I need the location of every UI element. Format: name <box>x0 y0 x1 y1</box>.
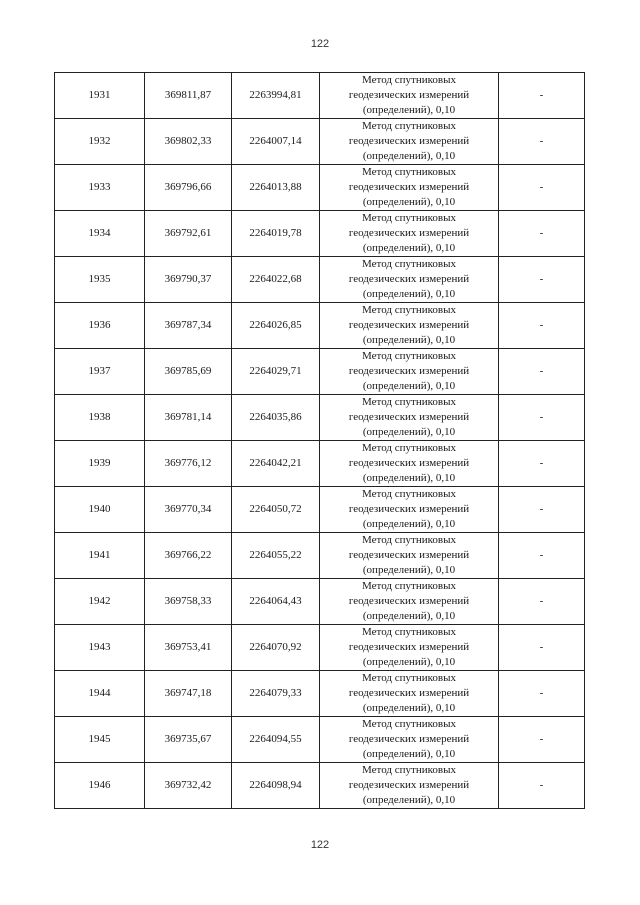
table-row <box>55 625 585 671</box>
method-text-line: Метод спутниковых <box>362 212 456 224</box>
method-text-line: (определений), 0,10 <box>362 610 456 622</box>
point-number-cell: 1939 <box>55 441 145 487</box>
method-text-line: (определений), 0,10 <box>362 472 456 484</box>
point-number-cell: 1941 <box>55 533 145 579</box>
method-cell <box>320 303 499 349</box>
method-text-line: Метод спутниковых <box>362 626 456 638</box>
note-cell: - <box>499 73 585 119</box>
y-coordinate-cell: 2264013,88 <box>232 165 320 211</box>
method-text-line: (определений), 0,10 <box>362 518 456 530</box>
x-coordinate-cell: 369787,34 <box>145 303 232 349</box>
coordinates-table <box>54 72 585 809</box>
method-text-line: Метод спутниковых <box>362 74 456 86</box>
y-coordinate-cell: 2264026,85 <box>232 303 320 349</box>
x-coordinate-cell: 369732,42 <box>145 763 232 809</box>
method-cell <box>320 395 499 441</box>
page-number-bottom: 122 <box>310 839 330 851</box>
method-text-line: Метод спутниковых <box>362 580 456 592</box>
note-cell: - <box>499 441 585 487</box>
note-cell: - <box>499 487 585 533</box>
x-coordinate-cell: 369753,41 <box>145 625 232 671</box>
method-text-line: геодезических измерений <box>348 411 470 423</box>
method-cell <box>320 119 499 165</box>
note-cell: - <box>499 119 585 165</box>
method-cell <box>320 533 499 579</box>
method-text-line: Метод спутниковых <box>362 488 456 500</box>
y-coordinate-cell: 2264094,55 <box>232 717 320 763</box>
point-number-cell: 1943 <box>55 625 145 671</box>
note-cell: - <box>499 763 585 809</box>
method-text-line: Метод спутниковых <box>362 166 456 178</box>
point-number-cell: 1932 <box>55 119 145 165</box>
x-coordinate-cell: 369790,37 <box>145 257 232 303</box>
method-text-line: (определений), 0,10 <box>362 426 456 438</box>
note-cell: - <box>499 257 585 303</box>
note-cell: - <box>499 303 585 349</box>
point-number-cell: 1938 <box>55 395 145 441</box>
method-text-line: (определений), 0,10 <box>362 794 456 806</box>
note-cell: - <box>499 625 585 671</box>
note-cell: - <box>499 717 585 763</box>
method-text-line: (определений), 0,10 <box>362 656 456 668</box>
point-number-cell: 1933 <box>55 165 145 211</box>
method-text-line: (определений), 0,10 <box>362 380 456 392</box>
table-row <box>55 119 585 165</box>
method-text-line: (определений), 0,10 <box>362 242 456 254</box>
method-text-line: геодезических измерений <box>348 595 470 607</box>
page-number-top: 122 <box>310 38 330 50</box>
method-text-line: геодезических измерений <box>348 457 470 469</box>
table-row <box>55 671 585 717</box>
coordinates-table-body <box>55 73 585 809</box>
x-coordinate-cell: 369796,66 <box>145 165 232 211</box>
method-cell <box>320 257 499 303</box>
method-text-line: Метод спутниковых <box>362 350 456 362</box>
method-cell <box>320 717 499 763</box>
method-text-line: (определений), 0,10 <box>362 288 456 300</box>
y-coordinate-cell: 2264064,43 <box>232 579 320 625</box>
method-cell <box>320 211 499 257</box>
method-text-line: Метод спутниковых <box>362 718 456 730</box>
x-coordinate-cell: 369802,33 <box>145 119 232 165</box>
method-text-line: (определений), 0,10 <box>362 702 456 714</box>
y-coordinate-cell: 2264055,22 <box>232 533 320 579</box>
method-text-line: Метод спутниковых <box>362 258 456 270</box>
y-coordinate-cell: 2264098,94 <box>232 763 320 809</box>
x-coordinate-cell: 369770,34 <box>145 487 232 533</box>
y-coordinate-cell: 2263994,81 <box>232 73 320 119</box>
point-number-cell: 1931 <box>55 73 145 119</box>
x-coordinate-cell: 369766,22 <box>145 533 232 579</box>
method-text-line: (определений), 0,10 <box>362 334 456 346</box>
table-row <box>55 349 585 395</box>
point-number-cell: 1944 <box>55 671 145 717</box>
y-coordinate-cell: 2264079,33 <box>232 671 320 717</box>
note-cell: - <box>499 165 585 211</box>
table-row <box>55 257 585 303</box>
x-coordinate-cell: 369792,61 <box>145 211 232 257</box>
method-cell <box>320 671 499 717</box>
method-text-line: (определений), 0,10 <box>362 564 456 576</box>
method-text-line: геодезических измерений <box>348 779 470 791</box>
method-text-line: геодезических измерений <box>348 687 470 699</box>
note-cell: - <box>499 671 585 717</box>
method-cell <box>320 579 499 625</box>
method-cell <box>320 349 499 395</box>
table-row <box>55 579 585 625</box>
method-text-line: геодезических измерений <box>348 89 470 101</box>
method-text-line: геодезических измерений <box>348 733 470 745</box>
method-text-line: геодезических измерений <box>348 365 470 377</box>
method-text-line: Метод спутниковых <box>362 672 456 684</box>
method-text-line: Метод спутниковых <box>362 534 456 546</box>
method-text-line: геодезических измерений <box>348 273 470 285</box>
method-text-line: геодезических измерений <box>348 549 470 561</box>
method-text-line: Метод спутниковых <box>362 396 456 408</box>
table-row <box>55 487 585 533</box>
note-cell: - <box>499 211 585 257</box>
method-cell <box>320 165 499 211</box>
x-coordinate-cell: 369758,33 <box>145 579 232 625</box>
table-row <box>55 211 585 257</box>
method-text-line: геодезических измерений <box>348 641 470 653</box>
method-text-line: (определений), 0,10 <box>362 196 456 208</box>
y-coordinate-cell: 2264029,71 <box>232 349 320 395</box>
table-row <box>55 763 585 809</box>
y-coordinate-cell: 2264042,21 <box>232 441 320 487</box>
y-coordinate-cell: 2264007,14 <box>232 119 320 165</box>
point-number-cell: 1942 <box>55 579 145 625</box>
point-number-cell: 1935 <box>55 257 145 303</box>
method-cell <box>320 763 499 809</box>
method-text-line: геодезических измерений <box>348 135 470 147</box>
note-cell: - <box>499 349 585 395</box>
method-text-line: (определений), 0,10 <box>362 748 456 760</box>
method-text-line: (определений), 0,10 <box>362 150 456 162</box>
x-coordinate-cell: 369781,14 <box>145 395 232 441</box>
point-number-cell: 1946 <box>55 763 145 809</box>
method-cell <box>320 73 499 119</box>
x-coordinate-cell: 369735,67 <box>145 717 232 763</box>
note-cell: - <box>499 533 585 579</box>
method-text-line: Метод спутниковых <box>362 442 456 454</box>
table-row <box>55 165 585 211</box>
table-row <box>55 73 585 119</box>
x-coordinate-cell: 369776,12 <box>145 441 232 487</box>
method-text-line: Метод спутниковых <box>362 764 456 776</box>
note-cell: - <box>499 395 585 441</box>
table-row <box>55 395 585 441</box>
method-cell <box>320 441 499 487</box>
point-number-cell: 1945 <box>55 717 145 763</box>
y-coordinate-cell: 2264019,78 <box>232 211 320 257</box>
y-coordinate-cell: 2264070,92 <box>232 625 320 671</box>
y-coordinate-cell: 2264050,72 <box>232 487 320 533</box>
method-text-line: (определений), 0,10 <box>362 104 456 116</box>
table-row <box>55 441 585 487</box>
method-text-line: геодезических измерений <box>348 319 470 331</box>
x-coordinate-cell: 369811,87 <box>145 73 232 119</box>
method-text-line: геодезических измерений <box>348 503 470 515</box>
point-number-cell: 1940 <box>55 487 145 533</box>
point-number-cell: 1934 <box>55 211 145 257</box>
method-text-line: геодезических измерений <box>348 227 470 239</box>
point-number-cell: 1937 <box>55 349 145 395</box>
x-coordinate-cell: 369747,18 <box>145 671 232 717</box>
point-number-cell: 1936 <box>55 303 145 349</box>
y-coordinate-cell: 2264022,68 <box>232 257 320 303</box>
method-text-line: Метод спутниковых <box>362 120 456 132</box>
x-coordinate-cell: 369785,69 <box>145 349 232 395</box>
method-cell <box>320 625 499 671</box>
table-row <box>55 303 585 349</box>
method-text-line: геодезических измерений <box>348 181 470 193</box>
method-cell <box>320 487 499 533</box>
table-row <box>55 533 585 579</box>
table-row <box>55 717 585 763</box>
y-coordinate-cell: 2264035,86 <box>232 395 320 441</box>
note-cell: - <box>499 579 585 625</box>
method-text-line: Метод спутниковых <box>362 304 456 316</box>
